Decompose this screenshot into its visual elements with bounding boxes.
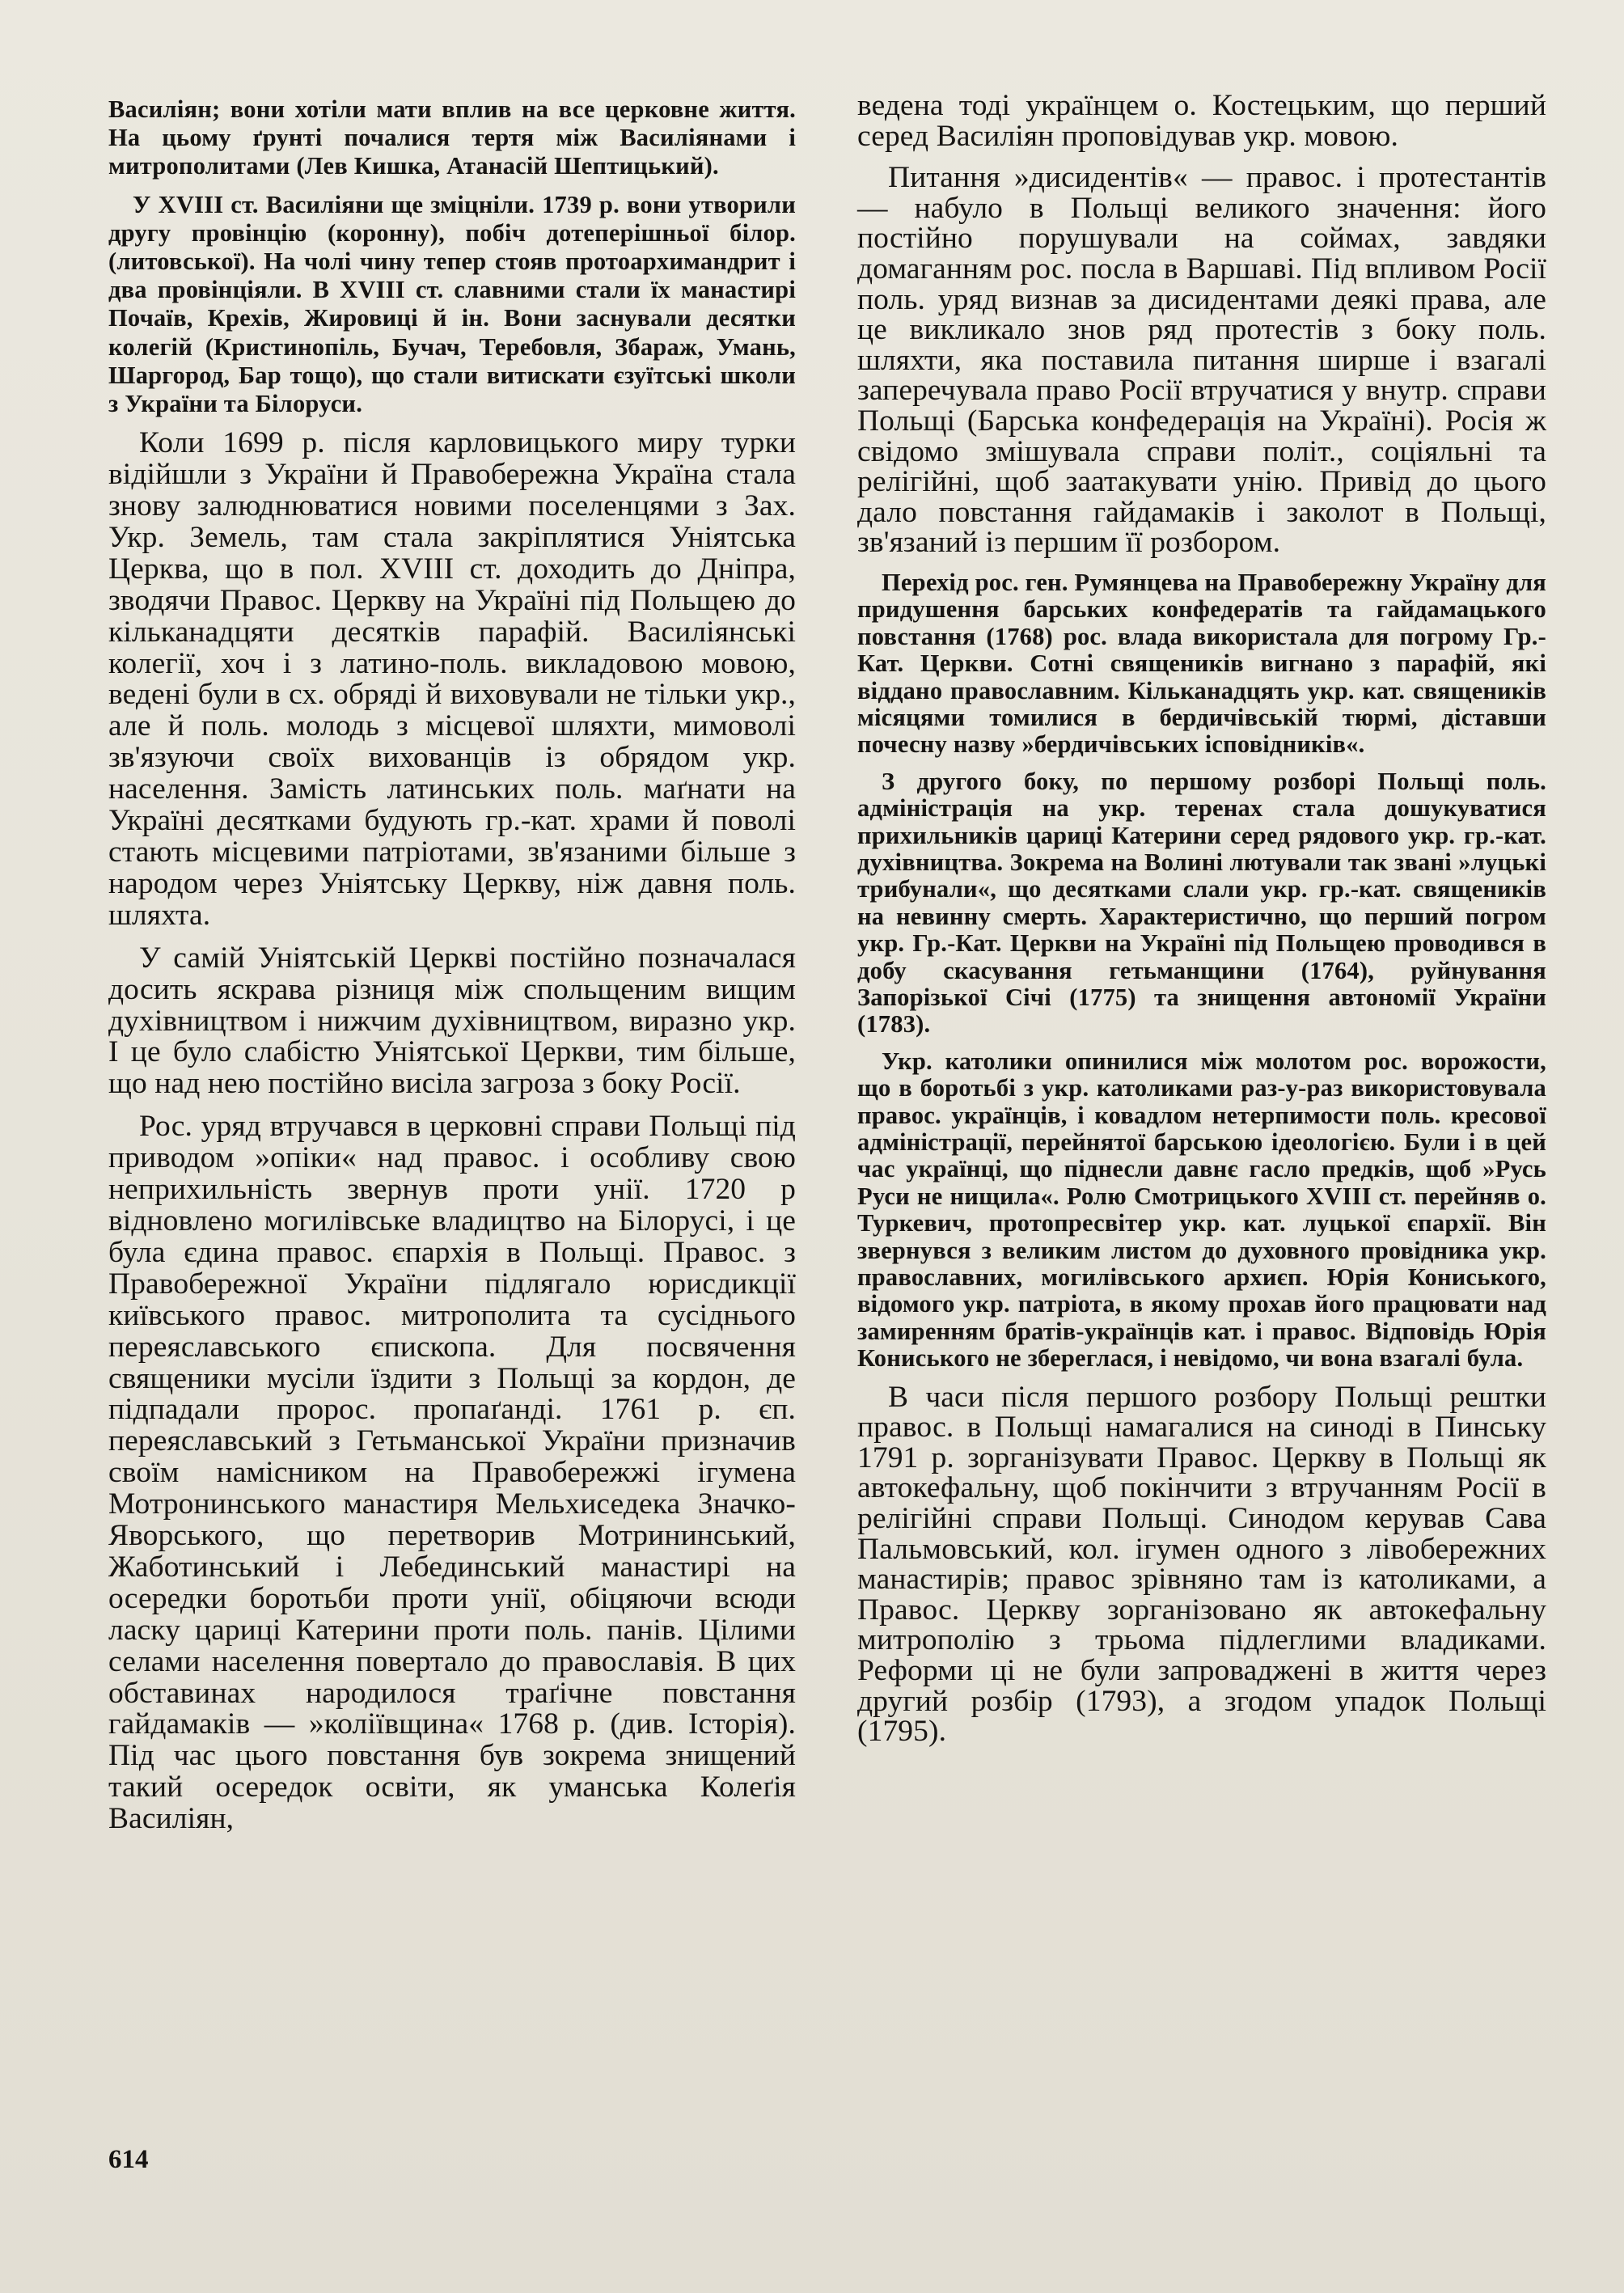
- paragraph: ведена тоді українцем о. Костецьким, що перший серед Василіян проповідував укр. мовою.: [857, 89, 1546, 153]
- right-column: [857, 91, 1546, 1758]
- paragraph: У самій Уніятській Церкві постійно позначалася досить яскрава різниця між спольщеним вищим духівництвом і нижчим духівництвом, виразно укр. І це було слабістю Уніятської Церкви, тим більше, що над нею постійно висіла загроза з боку Росії.: [108, 941, 796, 1101]
- paragraph: Коли 1699 р. після карловицького миру турки відійшли з України й Правобережна Україна стала знову залюднюватися новими поселенцями з Зах. Укр. Земель, там стала закріплятися Уніятська Церква, що в пол. XVIII ст. доходить до Дніпра, зводячи Правос. Церкву на Україні під Польщею до кільканадцяти десятків парафій. Василіянські колегії, хоч і з латино-поль. викладовою мовою, ведені були в сх. обряді й виховували не тільки укр., але й поль. молодь з місцевої шляхти, мимоволі зв'язуючи своїх вихованців із обрядом укр. населення. Замість латинських поль. маґнати на Україні десятками будують гр.-кат. храми й поволі стають місцевими патріотами, зв'язаними більше з народом через Уніятську Церкву, ніж давня поль. шляхта.: [108, 426, 796, 932]
- page-number: 614: [108, 2145, 149, 2174]
- paragraph: У XVIII ст. Василіяни ще зміцніли. 1739 р. вони утворили другу провінцію (коронну), побіч дотеперішньої білор. (литовської). На чолі чину тепер стояв протоархимандрит і два провінціяли. В XVIII ст. славними стали їх манастирі Почаїв, Крехів, Жировиці й ін. Вони заснували десятки колегій (Кристинопіль, Бучач, Теребовля, Збараж, Умань, Шаргород, Бар тощо), що стали витискати єзуїтські школи з України та Білоруси.: [108, 190, 796, 418]
- paragraph: Питання »дисидентів« — правос. і протестантів — набуло в Польщі великого значення: його постійно порушували на соймах, завдяки домаганням рос. посла в Варшаві. Під впливом Росії поль. уряд визнав за дисидентами деякі права, але це викликало знов ряд протестів з боку поль. шляхти, яка поставила питання ширше і взагалі заперечувала право Росії втручатися у внутр. справи Польщі (Барська конфедерація на Україні). Росія ж свідомо змішувала справи політ., соціяльні та релігійні, щоб заатакувати унію. Привід до цього дало повстання гайдамаків і заколот в Польщі, зв'язаний із першим її розбором.: [857, 161, 1546, 560]
- paragraph: З другого боку, по першому розборі Польщі поль. адміністрація на укр. теренах стала дошукуватися прихильників цариці Катерини серед рядового укр. гр.-кат. духівництва. Зокрема на Волині лютували так звані »луцькі трибунали«, що десятками слали укр. гр.-кат. священиків на невинну смерть. Характеристично, що перший погром укр. Гр.-Кат. Церкви на Україні під Польщею проводився в добу скасування гетьманщини (1764), руйнування Запорізької Січі (1775) та знищення автономії України (1783).: [857, 767, 1546, 1039]
- paragraph: В часи після першого розбору Польщі рештки правос. в Польщі намагалися на синоді в Пинську 1791 р. зорганізувати Правос. Церкву в Польщі як автокефальну, щоб покінчити з втручанням Росії в релігійні справи Польщі. Синодом керував Сава Пальмовський, кол. ігумен одного з лівобережних манастирів; правос зрівняно там із католиками, а Правос. Церкву зорганізовано як автокефальну митрополію з трьома підлеглими владиками. Реформи ці не були запроваджені в життя через другий розбір (1793), а згодом упадок Польщі (1795).: [857, 1380, 1546, 1749]
- paragraph: Рос. уряд втручався в церковні справи Польщі під приводом »опіки« над правос. і особливу свою неприхильність звернув проти унії. 1720 р відновлено могилівське владицтво на Білорусі, і це була єдина правос. єпархія в Польщі. Правос. з Правобережної України підлягало юрисдикції київського правос. митрополита та сусіднього переяславського єпископа. Для посвячення священики мусіли їздити з Польщі за кордон, де підпадали пророс. пропаґанді. 1761 р. єп. переяславський з Гетьманської України призначив своїм намісником на Правобережжі ігумена Мотронинського манастиря Мельхиседека Значко-Яворського, що перетворив Мотрининський, Жаботинський і Лебединський манастирі на осередки боротьби проти унії, обіцяючи всюди ласку цариці Катерини проти поль. панів. Цілими селами населення повертало до православія. В цих обставинах народилося траґічне повстання гайдамаків — »коліївщина« 1768 р. (див. Історія). Під час цього повстання був зокрема знищений такий осередок освіти, як уманська Колеґія Василіян,: [108, 1110, 796, 1836]
- paragraph: Перехід рос. ген. Румянцева на Правобережну Україну для придушення барських конфедератів та гайдамацького повстання (1768) рос. влада використала для погрому Гр.-Кат. Церкви. Сотні священиків вигнано з парафій, які віддано православним. Кільканадцять укр. кат. священиків місяцями томилися в бердичівській тюрмі, діставши почесну назву »бердичівських ісповідників«.: [857, 568, 1546, 759]
- left-column: [108, 95, 796, 1847]
- paragraph: Укр. католики опинилися між молотом рос. ворожости, що в боротьбі з укр. католиками раз-у-раз використовувала правос. українців, і ковадлом нетерпимости поль. кресової адміністрації, перейнятої барською ідеологією. Були і в цей час українці, що піднесли давнє гасло предків, щоб »Русь Руси не нищила«. Ролю Смотрицького XVIII ст. перейняв о. Туркевич, протопресвітер укр. кат. луцької єпархії. Він звернувся з великим листом до духовного провідника укр. православних, могилівського архиєп. Юрія Кониського, відомого укр. патріота, в якому прохав його працювати над замиренням братів-українців кат. і правос. Відповідь Юрія Кониського не збереглася, і невідомо, чи вона взагалі була.: [857, 1047, 1546, 1373]
- paragraph: Василіян; вони хотіли мати вплив на все церковне життя. На цьому ґрунті почалися тертя між Василіянами і митрополитами (Лев Кишка, Атанасій Шептицький).: [108, 95, 796, 180]
